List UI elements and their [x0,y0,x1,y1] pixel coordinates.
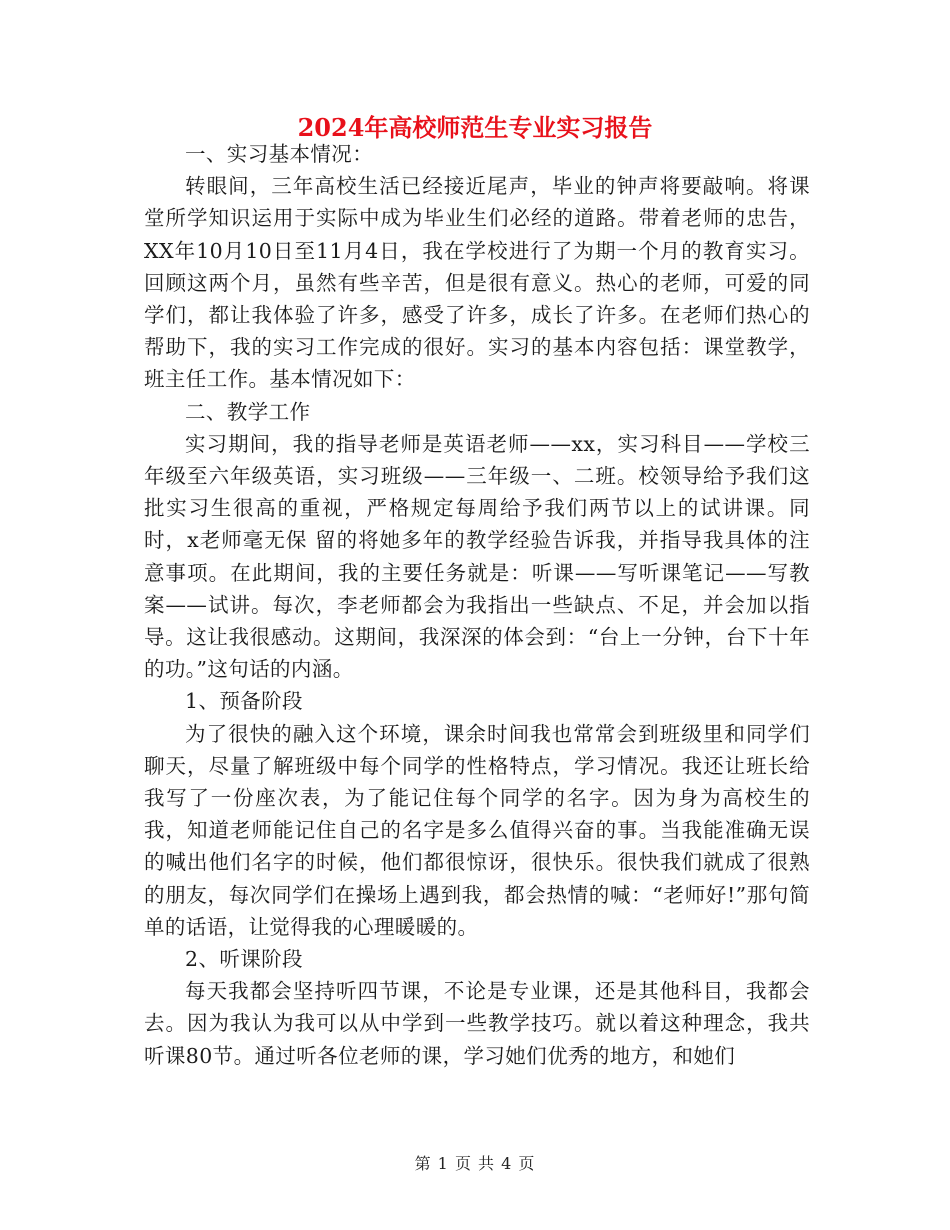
page-footer: 第 1 页 共 4 页 [414,1154,536,1173]
document-body [144,138,810,1072]
paragraph: 每天我都会坚持听四节课，不论是专业课，还是其他科目，我都会去。因为我认为我可以从中学到一些教学技巧。就以着这种理念，我共听课80节。通过听各位老师的课，学习她们优秀的地方，和她们 [144,979,810,1068]
paragraph: 转眼间，三年高校生活已经接近尾声，毕业的钟声将要敲响。将课堂所学知识运用于实际中成为毕业生们必经的道路。带着老师的忠告，XX年10月10日至11月4日，我在学校进行了为期一个月的教育实习。回顾这两个月，虽然有些辛苦，但是很有意义。热心的老师，可爱的同学们，都让我体验了许多，感受了许多，成长了许多。在老师们热心的帮助下，我的实习工作完成的很好。实习的基本内容包括：课堂教学，班主任工作。基本情况如下： [144,174,810,392]
paragraph: 实习期间，我的指导老师是英语老师——xx，实习科目——学校三年级至六年级英语，实习班级——三年级一、二班。校领导给予我们这批实习生很高的重视，严格规定每周给予我们两节以上的试讲课。同时，x老师毫无保 留的将她多年的教学经验告诉我，并指导我具体的注意事项。在此期间，我的主要任务就是：听课——写听课笔记——写教案——试讲。每次，李老师都会为我指出一些缺点、不足，并会加以指导。这让我很感动。这期间，我深深的体会到：“台上一分钟，台下十年的功。”这句话的内涵。 [144,431,810,682]
section-heading-basic-info: 一、实习基本情况： [185,142,374,166]
paragraph: 为了很快的融入这个环境，课余时间我也常常会到班级里和同学们聊天，尽量了解班级中每个同学的性格特点，学习情况。我还让班长给我写了一份座次表，为了能记住每个同学的名字。因为身为高校生的我，知道老师能记住自己的名字是多么值得兴奋的事。当我能准确无误的喊出他们名字的时候，他们都很惊讶，很快乐。很快我们就成了很熟的朋友，每次同学们在操场上遇到我，都会热情的喊：“老师好!”那句简单的话语，让觉得我的心理暖暖的。 [144,721,810,939]
subheading-observation: 2、听课阶段 [185,947,303,972]
subheading-preparation: 1、预备阶段 [185,689,303,714]
page-title: 2024年高校师范生专业实习报告 [297,113,653,142]
section-heading-teaching: 二、教学工作 [185,399,311,424]
